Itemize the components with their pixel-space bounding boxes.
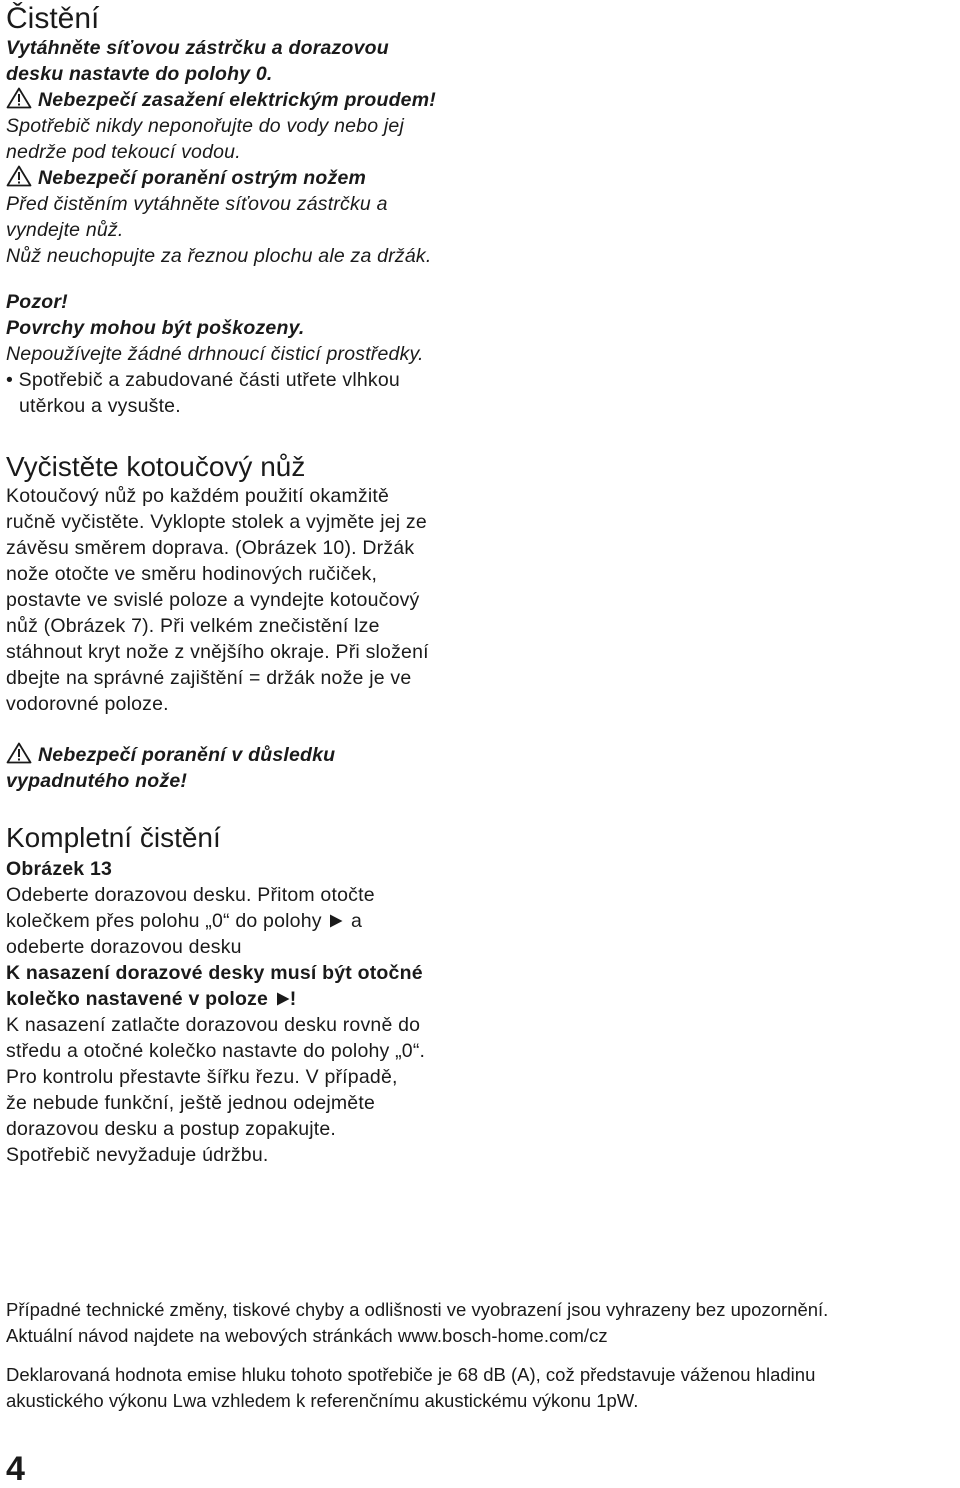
complete-bold-line-2-start: kolečko nastavené v poloze [6,988,269,1010]
complete-text-line-1: Odeberte dorazovou desku. Přitom otočte [6,884,375,906]
blade-text-line-3: závěsu směrem doprava. (Obrázek 10). Držák [6,537,415,559]
complete-text-line-3: odeberte dorazovou desku [6,936,242,958]
caution-text-line-1: Povrchy mohou být poškozeny. [6,317,305,339]
footer-disclaimer: Případné technické změny, tiskové chyby a odlišnosti ve vyobrazení jsou vyhrazeny bez upozornění. [6,1299,829,1320]
complete-bold-line-2 [6,986,296,1012]
blade-warning-line-2: vypadnutého nože! [6,770,188,792]
electric-warning-text-line-1: Spotřebič nikdy neponořujte do vody nebo jej [6,115,404,137]
knife-warning-text-line-3: Nůž neuchopujte za řeznou plochu ale za držák. [6,245,432,267]
complete-text-line-9: Spotřebič nevyžaduje údržbu. [6,1144,269,1166]
blade-text-line-4: nože otočte ve směru hodinových ručiček, [6,563,378,585]
caution-title: Pozor! [6,291,68,313]
blade-warning-line-1 [6,742,335,768]
section-title-blade: Vyčistěte kotoučový nůž [6,451,306,482]
complete-bold-line-1: K nasazení dorazové desky musí být otočné [6,962,423,984]
complete-text-line-7: že nebude funkční, ještě jednou odejměte [6,1092,376,1114]
play-triangle-icon [276,992,290,1006]
knife-warning-title [6,165,366,191]
complete-text-line-2-start: kolečkem přes polohu „0“ do polohy [6,910,322,932]
knife-warning-text-line-2: vyndejte nůž. [6,219,124,241]
complete-text-line-8: dorazovou desku a postup zopakujte. [6,1118,337,1140]
unplug-instruction-line-1: Vytáhněte síťovou zástrčku a dorazovou [6,37,389,59]
blade-text-line-6: nůž (Obrázek 7). Při velkém znečistění lze [6,615,380,637]
electric-warning-title [6,87,436,113]
complete-text-line-4: K nasazení zatlačte dorazovou desku rovně do [6,1014,421,1036]
complete-bold-line-2-end: ! [289,988,297,1010]
knife-warning-text-line-1: Před čistěním vytáhněte síťovou zástrčku a [6,193,388,215]
footer-noise-line-1: Deklarovaná hodnota emise hluku tohoto spotřebiče je 68 dB (A), což představuje váženou hladinu [6,1364,816,1385]
electric-warning-title-text: Nebezpečí zasažení elektrickým proudem! [38,89,436,111]
page-number: 4 [6,1450,25,1488]
bullet-item-line-2: utěrkou a vysušte. [19,395,181,417]
complete-text-line-5: středu a otočné kolečko nastavte do polohy „0“. [6,1040,426,1062]
blade-text-line-1: Kotoučový nůž po každém použití okamžitě [6,485,390,507]
unplug-instruction-line-2: desku nastavte do polohy 0. [6,63,273,85]
knife-warning-title-text: Nebezpečí poranění ostrým nožem [38,167,367,189]
play-triangle-icon [329,914,343,928]
section-title-cleaning: Čistění [6,2,100,35]
blade-text-line-9: vodorovné poloze. [6,693,169,715]
footer-manual-link: Aktuální návod najdete na webových stránkách www.bosch-home.com/cz [6,1325,608,1346]
blade-text-line-5: postavte ve svislé poloze a vyndejte kotoučový [6,589,420,611]
footer-noise-line-2: akustického výkonu Lwa vzhledem k referenčnímu akustickému výkonu 1pW. [6,1390,639,1411]
warning-triangle-icon [6,87,32,109]
blade-warning-text-1: Nebezpečí poranění v důsledku [38,744,336,766]
blade-text-line-7: stáhnout kryt nože z vnějšího okraje. Při složení [6,641,429,663]
blade-text-line-8: dbejte na správné zajištění = držák nože je ve [6,667,412,689]
complete-text-line-6: Pro kontrolu přestavte šířku řezu. V případě, [6,1066,398,1088]
warning-triangle-icon [6,165,32,187]
complete-text-line-2 [6,908,362,934]
warning-triangle-icon [6,742,32,764]
figure-reference: Obrázek 13 [6,858,113,880]
electric-warning-text-line-2: nedrže pod tekoucí vodou. [6,141,241,163]
complete-text-line-2-end: a [350,910,363,932]
section-title-complete: Kompletní čistění [6,822,221,853]
bullet-item-line-1: • Spotřebič a zabudované části utřete vlhkou [6,369,400,391]
caution-text-line-2: Nepoužívejte žádné drhnoucí čisticí prostředky. [6,343,424,365]
blade-text-line-2: ručně vyčistěte. Vyklopte stolek a vyjměte jej ze [6,511,427,533]
